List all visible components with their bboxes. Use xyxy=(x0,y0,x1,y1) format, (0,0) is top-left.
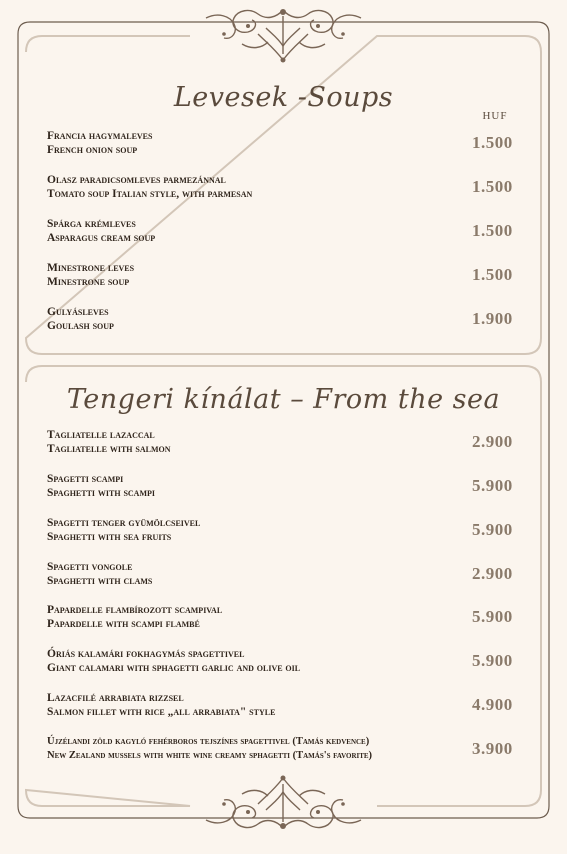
item-name-hu: Spagetti tenger gyümölcseivel xyxy=(47,517,201,529)
item-name-hu: Papardelle flambírozott scampival xyxy=(47,604,223,616)
item-name-hu: Tagliatelle lazaccal xyxy=(47,429,155,441)
item-name-en: Spaghetti with clams xyxy=(47,575,153,587)
item-name-en: New Zealand mussels with white wine creamy sphagetti (Tamás's favorite) xyxy=(47,750,373,761)
menu-item xyxy=(47,173,567,209)
menu-item xyxy=(47,428,567,464)
item-price: 5.900 xyxy=(472,651,513,670)
item-name-en: French onion soup xyxy=(47,144,138,156)
soups-section-title: Levesek -Soups xyxy=(173,82,394,113)
menu-item xyxy=(47,305,567,341)
item-price: 1.500 xyxy=(472,221,513,240)
currency-label: HUF xyxy=(482,110,508,122)
menu-item xyxy=(47,735,567,771)
item-name-hu: Óriás kalamári fokhagymás spagettivel xyxy=(47,648,245,660)
item-name-en: Papardelle with scampi flambé xyxy=(47,618,200,630)
item-price: 1.900 xyxy=(472,309,513,328)
menu-item xyxy=(47,516,567,552)
item-price: 2.900 xyxy=(472,432,513,451)
item-price: 1.500 xyxy=(472,265,513,284)
item-name-en: Asparagus cream soup xyxy=(47,232,156,244)
item-price: 5.900 xyxy=(472,476,513,495)
item-price: 3.900 xyxy=(472,739,513,758)
item-name-hu: Spagetti vongole xyxy=(47,561,133,573)
item-name-en: Salmon fillet with rice „all arrabiata" style xyxy=(47,706,276,718)
item-price: 2.900 xyxy=(472,564,513,583)
item-price: 1.500 xyxy=(472,177,513,196)
menu-item xyxy=(47,560,567,596)
item-name-en: Goulash soup xyxy=(47,320,114,332)
sea-section-title: Tengeri kínálat – From the sea xyxy=(66,384,501,415)
item-name-en: Spaghetti with sea fruits xyxy=(47,531,172,543)
item-name-en: Tomato soup Italian style, with parmesan xyxy=(47,188,253,200)
item-name-en: Tagliatelle with salmon xyxy=(47,443,171,455)
item-name-hu: Gulyásleves xyxy=(47,306,109,318)
item-name-hu: Lazacfilé arrabiata rizzsel xyxy=(47,692,184,704)
item-name-hu: Újzélandi zöld kagyló fehérboros tejszínes spagettivel (Tamás kedvence) xyxy=(47,736,370,747)
top-ornament-icon xyxy=(196,4,371,66)
item-name-en: Spaghetti with scampi xyxy=(47,487,156,499)
item-name-hu: Spárga krémleves xyxy=(47,218,136,230)
menu-item xyxy=(47,129,567,165)
item-name-hu: Francia hagymaleves xyxy=(47,130,153,142)
menu-item xyxy=(47,603,567,639)
menu-item xyxy=(47,647,567,683)
menu-item xyxy=(47,261,567,297)
menu-item xyxy=(47,691,567,727)
item-name-hu: Spagetti scampi xyxy=(47,473,124,485)
item-name-en: Minestrone soup xyxy=(47,276,130,288)
item-price: 4.900 xyxy=(472,695,513,714)
menu-item xyxy=(47,472,567,508)
item-price: 1.500 xyxy=(472,133,513,152)
item-name-hu: Minestrone leves xyxy=(47,262,135,274)
item-name-hu: Olasz paradicsomleves parmezánnal xyxy=(47,174,226,186)
menu-item xyxy=(47,217,567,253)
item-price: 5.900 xyxy=(472,607,513,626)
item-price: 5.900 xyxy=(472,520,513,539)
bottom-ornament-icon xyxy=(196,772,371,834)
item-name-en: Giant calamari with sphagetti garlic and olive oil xyxy=(47,662,301,674)
